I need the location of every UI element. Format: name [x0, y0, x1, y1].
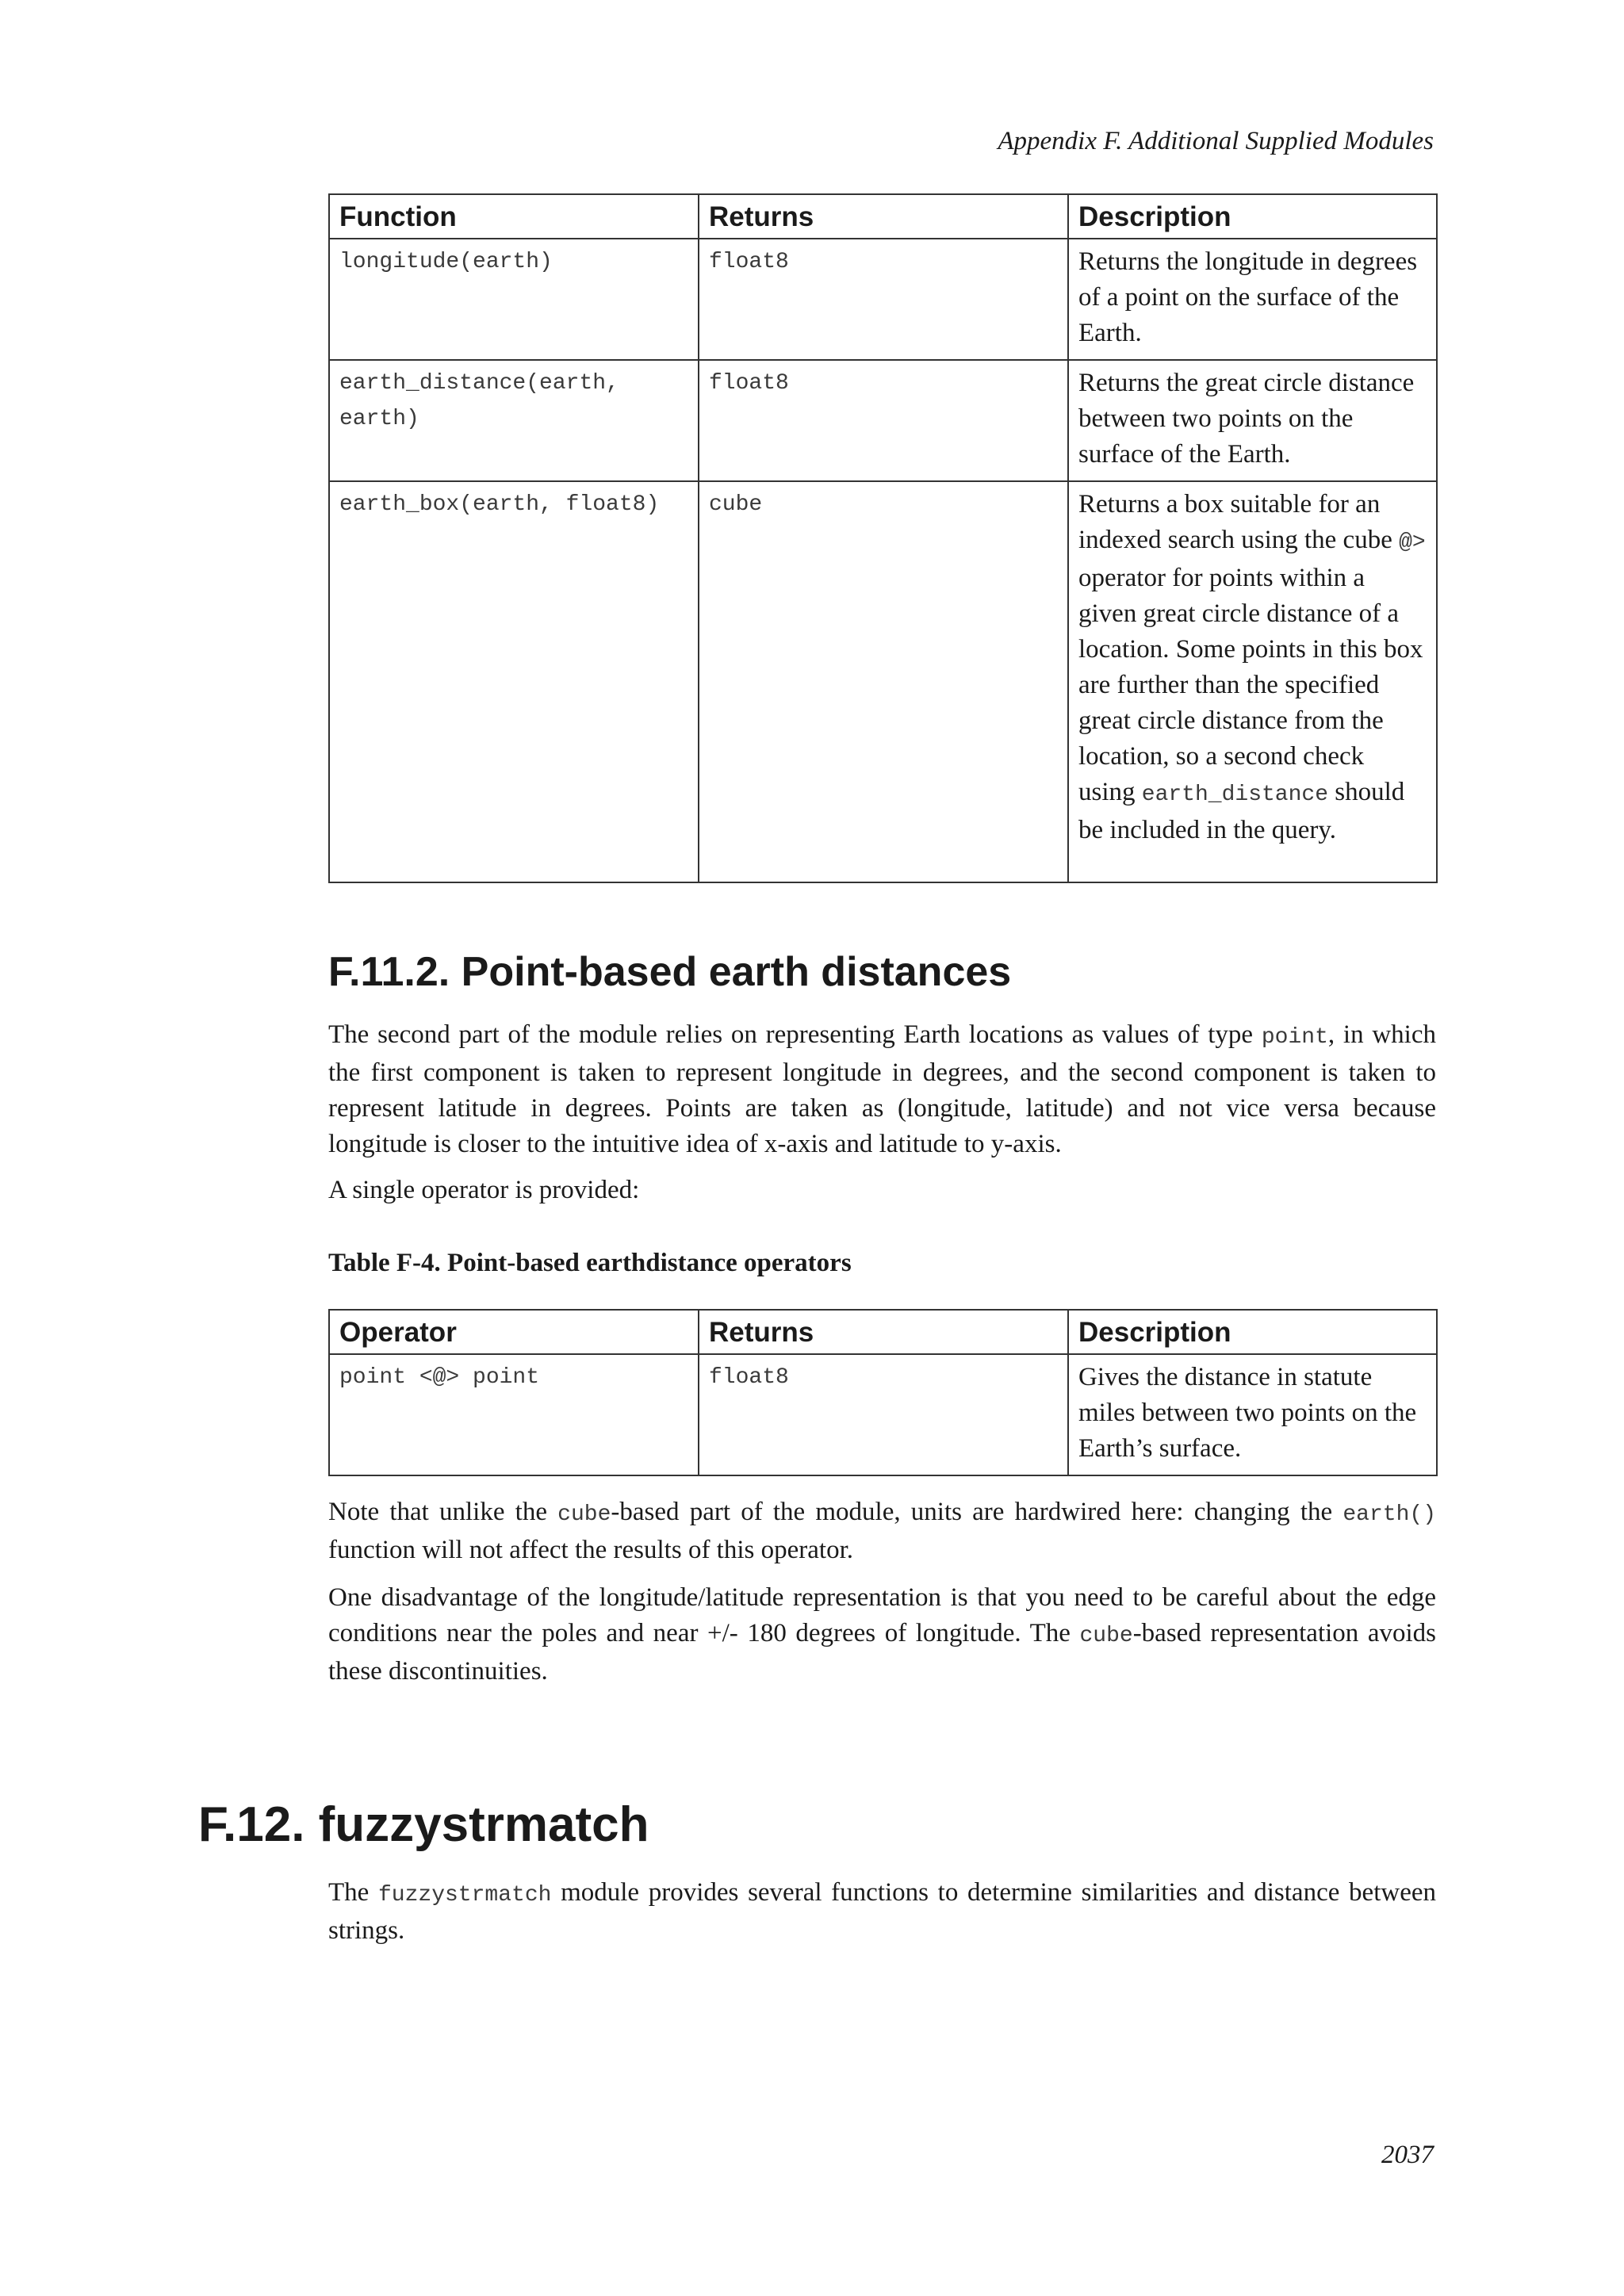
- description-text: operator for points within a given great circle distance of a location. Some points in this box are further than the specified great circle distance from the location, so a second check using: [1078, 564, 1423, 806]
- text: The second part of the module relies on representing Earth locations as values of type: [328, 1020, 1262, 1049]
- text: function will not affect the results of this operator.: [328, 1536, 853, 1564]
- returns-cell: cube: [699, 481, 1068, 882]
- table-row: [329, 360, 1437, 481]
- description-text: should be included in the query.: [1078, 778, 1405, 844]
- text: -based part of the module, units are hardwired here: changing the: [611, 1498, 1343, 1526]
- description-cell: [1068, 481, 1437, 882]
- table-row: [329, 481, 1437, 882]
- column-header-operator: Operator: [329, 1310, 699, 1354]
- chapter-heading: F.12. fuzzystrmatch: [198, 1797, 649, 1852]
- column-header-description: Description: [1068, 194, 1437, 239]
- inline-code: point: [1261, 1025, 1328, 1050]
- paragraph-point-representation: [328, 1017, 1436, 1162]
- table-row: [329, 239, 1437, 360]
- column-header-returns: Returns: [699, 194, 1068, 239]
- inline-code: fuzzystrmatch: [377, 1883, 552, 1908]
- inline-code: cube: [1079, 1624, 1133, 1648]
- returns-cell: float8: [699, 1354, 1068, 1475]
- returns-cell: float8: [699, 360, 1068, 481]
- operator-cell: point <@> point: [329, 1354, 699, 1475]
- table-row: [329, 1354, 1437, 1475]
- column-header-returns: Returns: [699, 1310, 1068, 1354]
- running-header: Appendix F. Additional Supplied Modules: [998, 127, 1434, 155]
- column-header-function: Function: [329, 194, 699, 239]
- inline-code: cube: [557, 1502, 611, 1527]
- text: , in which the first component is taken to represent longitude in degrees, and the second component is taken to represent latitude in degrees. Points are taken as (longitude, latitude) and not vice versa because longitude is closer to the intuitive idea of x-axis and latitude to y-axis.: [328, 1020, 1436, 1158]
- paragraph-fuzzystrmatch-intro: [328, 1875, 1436, 1949]
- page-number: 2037: [1381, 2141, 1434, 2169]
- text: One disadvantage of the longitude/latitude representation is that you need to be careful about the edge conditions near the poles and near +/- 180 degrees of longitude. The: [328, 1583, 1436, 1647]
- text: module provides several functions to determine similarities and distance between strings.: [328, 1878, 1436, 1945]
- description-cell: Returns the great circle distance between two points on the surface of the Earth.: [1068, 360, 1437, 481]
- description-text: Returns a box suitable for an indexed search using the cube: [1078, 490, 1400, 554]
- paragraph-units-note: [328, 1494, 1436, 1568]
- paragraph-single-operator: A single operator is provided:: [328, 1176, 640, 1204]
- table-header-row: [329, 194, 1437, 239]
- column-header-description: Description: [1068, 1310, 1437, 1354]
- returns-cell: float8: [699, 239, 1068, 360]
- function-cell: longitude(earth): [329, 239, 699, 360]
- paragraph-disadvantage: [328, 1580, 1436, 1689]
- description-cell: Returns the longitude in degrees of a point on the surface of the Earth.: [1068, 239, 1437, 360]
- operators-table: [328, 1309, 1438, 1476]
- function-cell: earth_distance(earth, earth): [329, 360, 699, 481]
- description-cell: Gives the distance in statute miles between two points on the Earth’s surface.: [1068, 1354, 1437, 1475]
- function-cell: earth_box(earth, float8): [329, 481, 699, 882]
- table-header-row: [329, 1310, 1437, 1354]
- table-caption: Table F-4. Point-based earthdistance operators: [328, 1249, 852, 1277]
- inline-code: @>: [1399, 530, 1426, 555]
- text: The: [328, 1878, 378, 1907]
- inline-code: earth(): [1342, 1502, 1436, 1527]
- section-heading: F.11.2. Point-based earth distances: [328, 949, 1012, 995]
- inline-code: earth_distance: [1141, 783, 1329, 807]
- text: Note that unlike the: [328, 1498, 558, 1526]
- text: -based representation avoids these discontinuities.: [328, 1619, 1436, 1686]
- functions-table: [328, 193, 1438, 883]
